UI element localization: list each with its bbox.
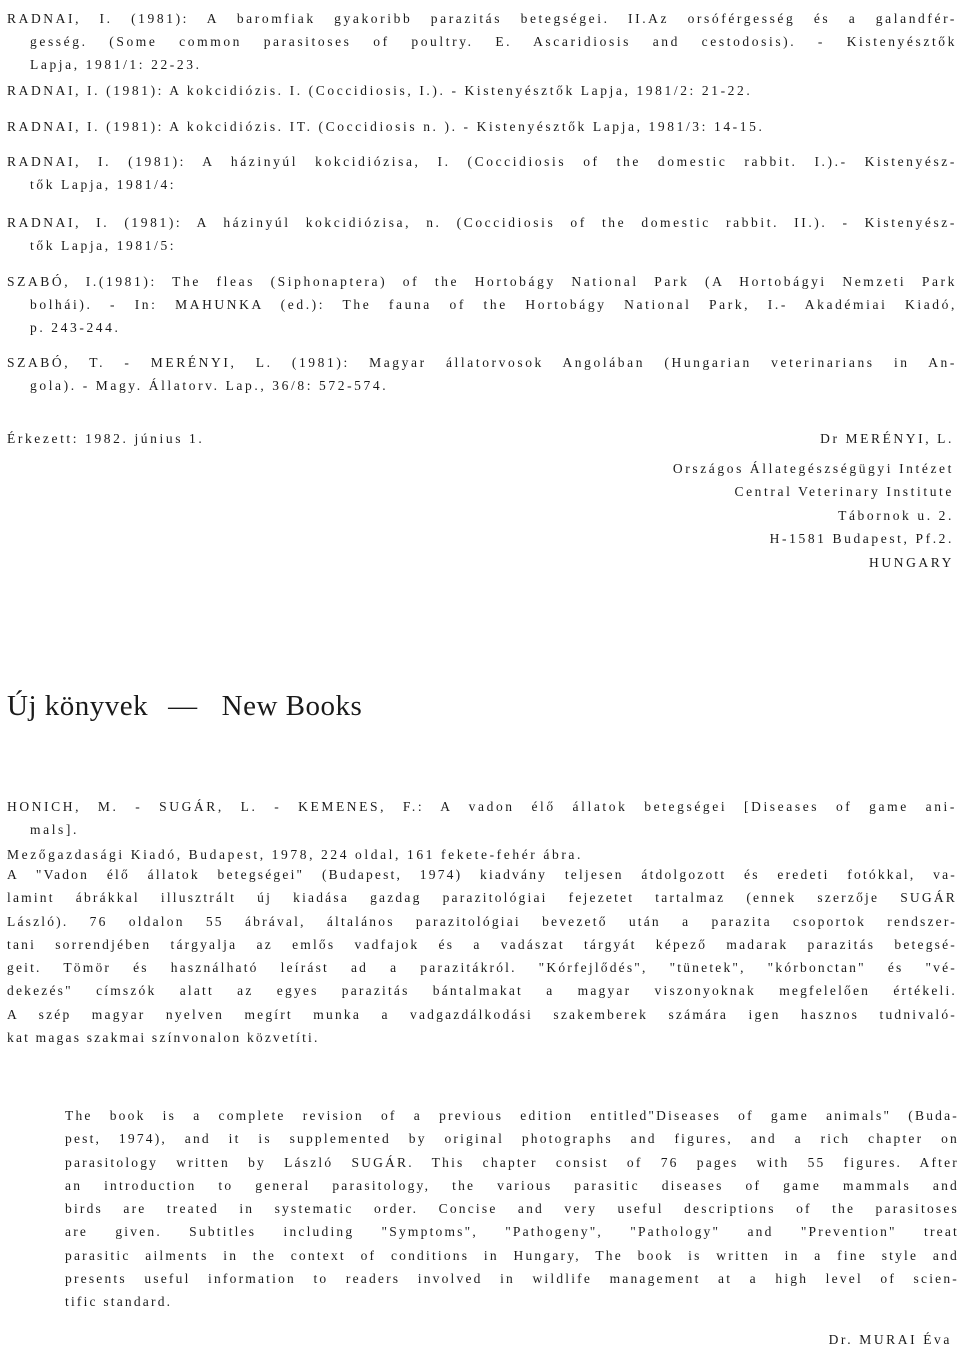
author-address xyxy=(673,427,954,574)
review-line: kat magas szakmai színvonalon közvetíti. xyxy=(7,1030,320,1046)
author-name: Dr MERÉNYI, L. xyxy=(820,431,954,446)
reference-line: RADNAI, I. (1981): A házinyúl kokcidiózisa, I. (Coccidiosis of the domestic rabbit. I.).- Kistenyész- xyxy=(7,154,957,169)
reference-line: bolhái). - In: MAHUNKA (ed.): The fauna of the Hortobágy National Park, I.- Akadémiai Kiadó, xyxy=(30,297,957,312)
address-line: Országos Állategészségügyi Intézet xyxy=(672,460,954,476)
review-line: are given. Subtitles including "Symptoms", "Pathogeny", "Pathology" and "Prevention" treat xyxy=(65,1224,959,1240)
reference-line: SZABÓ, I.(1981): The fleas (Siphonaptera) of the Hortobágy National Park (A Hortobágyi Nemzeti Park xyxy=(7,274,957,289)
reference-line: p. 243-244. xyxy=(30,320,121,335)
reference-line: RADNAI, I. (1981): A baromfiak gyakoribb parazitás betegségei. II.Az orsóférgesség és a galandfér- xyxy=(7,11,957,26)
review-line: dekezés" címszók alatt az egyes parazitás bántalmakat a magyar viszonyoknak megfelelően értékeli. xyxy=(7,983,957,999)
book-entry xyxy=(7,795,957,866)
reference-entry xyxy=(7,115,957,138)
reference-line: SZABÓ, T. - MERÉNYI, L. (1981): Magyar állatorvosok Angolában (Hungarian veterinarians in An- xyxy=(7,355,957,370)
reference-entry xyxy=(7,270,957,339)
reference-line: gola). - Magy. Állatorv. Lap., 36/8: 572-574. xyxy=(30,378,389,393)
reference-entry xyxy=(7,211,957,257)
reference-entry xyxy=(7,351,957,397)
reference-line: RADNAI, I. (1981): A házinyúl kokcidiózisa, n. (Coccidiosis of the domestic rabbit. II.). - Kistenyész- xyxy=(7,215,957,230)
reference-line: tők Lapja, 1981/4: xyxy=(30,177,177,192)
reference-entry xyxy=(7,7,957,76)
hungarian-review xyxy=(7,863,957,1049)
review-line: A "Vadon élő állatok betegségei" (Budapest, 1974) kiadvány teljesen átdolgozott és eredeti fotókkal, va- xyxy=(7,867,957,882)
reference-line: gesség. (Some common parasitoses of poultry. E. Ascaridiosis and cestodosis). - Kistenyésztők xyxy=(30,34,957,49)
review-line: lamint ábrákkal illusztrált új kiadása gazdag parazitológiai fejezetet tartalmaz (ennek szerzője SUGÁR xyxy=(7,890,957,906)
heading-dash: — xyxy=(168,690,198,722)
received-date: Érkezett: 1982. június 1. xyxy=(7,431,205,446)
heading-english: New Books xyxy=(221,690,363,722)
review-line: A szép magyar nyelven megírt munka a vadgazdálkodási szakemberek számára igen hasznos tudnivaló- xyxy=(7,1006,957,1022)
reference-line: RADNAI, I. (1981): A kokcidiózis. I. (Coccidiosis, I.). - Kistenyésztők Lapja, 1981/2: 21-22. xyxy=(7,83,753,98)
book-entry-line: mals]. xyxy=(30,822,79,837)
reviewer-name: Dr. MURAI Éva xyxy=(828,1332,952,1347)
review-line: tani sorrendjében tárgyalja az emlős vadfajok és a vadászat tárgyát képező madarak parazitás betegsé- xyxy=(7,936,957,952)
english-review xyxy=(65,1104,959,1314)
review-line: presents useful information to readers involved in wildlife management at a high level of scien- xyxy=(65,1271,959,1287)
book-entry-line: HONICH, M. - SUGÁR, L. - KEMENES, F.: A vadon élő állatok betegségei [Diseases of game ani- xyxy=(7,799,957,814)
reference-line: Lapja, 1981/1: 22-23. xyxy=(30,57,202,72)
section-heading xyxy=(7,686,362,726)
address-line: Central Veterinary Institute xyxy=(734,484,954,499)
review-line: an introduction to general parasitology, the various parasitic diseases of game mammals and xyxy=(65,1177,959,1193)
reference-entry xyxy=(7,79,957,102)
heading-hungarian: Új könyvek xyxy=(7,690,149,722)
review-line: László). 76 oldalon 55 ábrával, általános parazitológiai bevezető után a parazita csoportok rendszer- xyxy=(7,913,957,929)
address-line: H-1581 Budapest, Pf.2. xyxy=(769,531,954,546)
address-line: Tábornok u. 2. xyxy=(838,507,954,523)
book-publisher: Mezőgazdasági Kiadó, Budapest, 1978, 224 oldal, 161 fekete-fehér ábra. xyxy=(7,847,583,862)
review-line: parasitology written by László SUGÁR. This chapter consist of 76 pages with 55 figures. After xyxy=(65,1154,959,1170)
review-line: parasitic ailments in the context of conditions in Hungary, The book is written in a fine style and xyxy=(65,1247,959,1263)
reference-entry xyxy=(7,150,957,196)
review-line: tific standard. xyxy=(65,1294,173,1310)
reference-line: tők Lapja, 1981/5: xyxy=(30,238,177,253)
review-line: geit. Tömör és használható leírást ad a parazitákról. "Kórfejlődés", "tünetek", "kórbonctan" és "vé- xyxy=(7,960,957,976)
review-line: birds are treated in systematic order. Concise and very useful descriptions of the parasitoses xyxy=(65,1201,959,1217)
reference-line: RADNAI, I. (1981): A kokcidiózis. IT. (Coccidiosis n. ). - Kistenyésztők Lapja, 1981/3: 14-15. xyxy=(7,119,765,134)
review-line: pest, 1974), and it is supplemented by original photographs and figures, and a rich chapter on xyxy=(65,1131,959,1147)
address-line: HUNGARY xyxy=(869,554,954,570)
review-line: The book is a complete revision of a previous edition entitled"Diseases of game animals" (Buda- xyxy=(65,1108,959,1123)
